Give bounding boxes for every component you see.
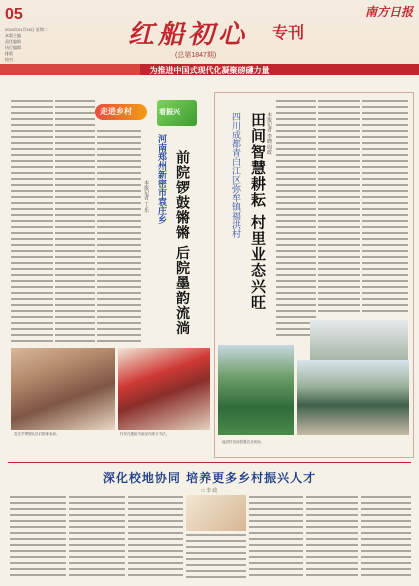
- bottom-article-column: [10, 496, 66, 580]
- bottom-article-column: [306, 496, 358, 580]
- bottom-article-byline: □ 李 政: [201, 488, 218, 494]
- bottom-article-column: [249, 496, 303, 580]
- tag-see-revitalization: 看振兴: [159, 109, 180, 116]
- issue-number: (总第1847期): [175, 52, 217, 59]
- section-subtitle: 专刊: [272, 25, 305, 42]
- left-article-subtitle: 河南郑州新密市袁庄乡: [157, 134, 167, 224]
- bottom-article-column: [361, 496, 411, 580]
- page-number: 05: [5, 6, 23, 23]
- edition-meta-line: 执行编辑: [5, 45, 21, 50]
- left-article-headline: 前院锣鼓锵锵 后院墨韵流淌: [174, 150, 190, 336]
- photo-caption: 村民在墨韵书画室内练习书法。: [120, 432, 169, 436]
- banner-slogan: 为推进中国式现代化凝聚磅礴力量: [149, 66, 270, 75]
- edition-meta-line: 排版: [5, 51, 13, 56]
- photo-calligraphy: [118, 348, 210, 430]
- right-article-byline: 本报记者 李晓 周政: [266, 112, 272, 155]
- section-title: 红船初心: [128, 20, 249, 50]
- photo-village-scene: [310, 320, 408, 360]
- left-article-byline: 本报记者 丁 乐: [143, 180, 149, 213]
- bottom-article-column: [69, 496, 125, 580]
- newspaper-brand: 南方日报: [364, 5, 413, 19]
- edition-meta-line: 本版主编: [5, 33, 21, 38]
- edition-meta-line: 校对: [5, 57, 13, 62]
- masthead: [0, 0, 419, 74]
- left-article-column: [55, 100, 95, 342]
- bottom-article-column: [128, 496, 183, 580]
- edition-meta: [5, 27, 75, 63]
- photo-caption: 福洪村田间智慧农业现场。: [222, 440, 264, 444]
- edition-meta-line: 责任编辑: [5, 39, 21, 44]
- right-article-column: [276, 100, 316, 340]
- photo-villagers-group: [297, 360, 409, 435]
- photo-caption: 袁庄乡锣鼓队员们排练表演。: [14, 432, 60, 436]
- right-article-headline: 田间智慧耕耘 村里业态兴旺: [249, 112, 267, 311]
- tag-walk-into-village: 走进乡村: [100, 107, 132, 116]
- bottom-article-headline: 深化校地协同 培养更多乡村振兴人才: [102, 471, 317, 485]
- right-article-column: [362, 100, 408, 314]
- photo-author-portrait: [186, 495, 246, 531]
- bottom-article-column: [186, 534, 246, 580]
- photo-field-seedlings: [218, 345, 294, 435]
- edition-meta-line: 2024年01月16日 星期二: [5, 27, 48, 32]
- photo-gong-drum: [11, 348, 115, 430]
- section-divider: [8, 462, 411, 463]
- right-article-subtitle: 四川成都青白江区弥牟镇福洪村: [231, 112, 241, 238]
- left-article-column: [97, 130, 141, 342]
- right-article-column: [318, 100, 360, 314]
- left-article-column: [11, 100, 53, 342]
